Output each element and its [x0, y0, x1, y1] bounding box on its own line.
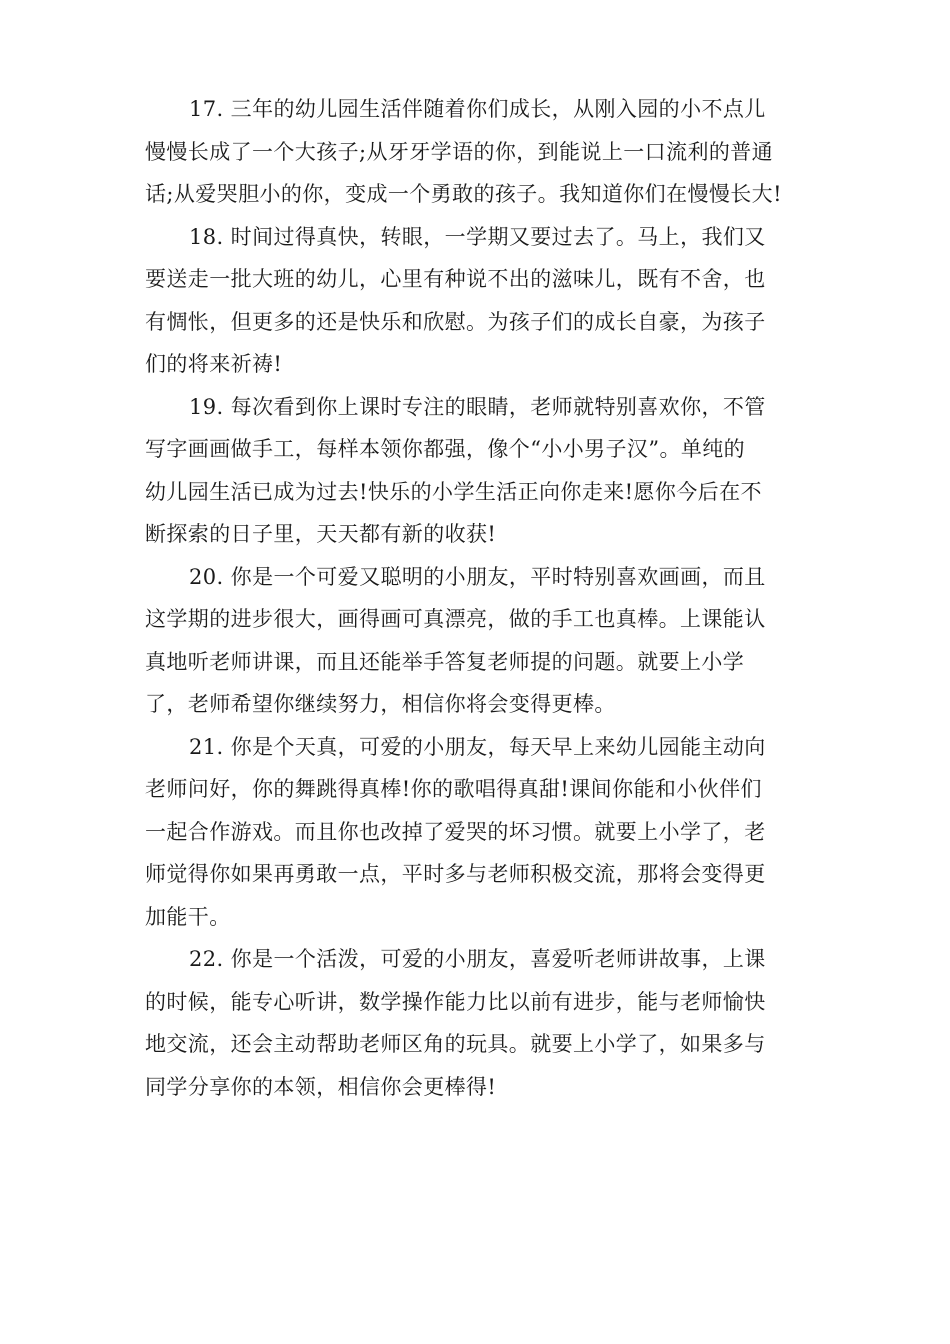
document-page	[145, 88, 825, 1108]
paragraph-line: 师觉得你如果再勇敢一点，平时多与老师积极交流，那将会变得更	[145, 862, 766, 886]
paragraph-line: 断探索的日子里，天天都有新的收获!	[145, 522, 497, 546]
paragraph-19	[145, 386, 825, 556]
paragraph-line: 22. 你是一个活泼，可爱的小朋友，喜爱听老师讲故事，上课	[189, 947, 766, 971]
paragraph-line: 同学分享你的本领，相信你会更棒得!	[145, 1074, 497, 1099]
paragraph-line: 写字画画做手工，每样本领你都强，像个“小小男子汉”。单纯的	[145, 437, 746, 461]
paragraph-21	[145, 726, 825, 939]
paragraph-line: 了，老师希望你继续努力，相信你将会变得更棒。	[145, 692, 616, 716]
paragraph-22	[145, 938, 825, 1108]
paragraph-line: 17. 三年的幼儿园生活伴随着你们成长，从刚入园的小不点儿	[189, 97, 766, 121]
paragraph-line: 这学期的进步很大，画得画可真漂亮，做的手工也真棒。上课能认	[145, 607, 766, 631]
paragraph-line: 老师问好，你的舞跳得真棒!你的歌唱得真甜!课间你能和小伙伴们	[145, 777, 762, 801]
paragraph-line: 21. 你是个天真，可爱的小朋友，每天早上来幼儿园能主动向	[189, 734, 766, 759]
paragraph-line: 慢慢长成了一个大孩子;从牙牙学语的你，到能说上一口流利的普通	[145, 139, 774, 164]
paragraph-line: 真地听老师讲课，而且还能举手答复老师提的问题。就要上小学	[145, 649, 745, 674]
paragraph-line: 幼儿园生活已成为过去!快乐的小学生活正向你走来!愿你今后在不	[145, 479, 762, 504]
paragraph-line: 18. 时间过得真快，转眼，一学期又要过去了。马上，我们又	[189, 224, 766, 249]
paragraph-line: 们的将来祈祷!	[145, 352, 283, 376]
paragraph-line: 19. 每次看到你上课时专注的眼睛，老师就特别喜欢你，不管	[189, 394, 766, 419]
paragraph-line: 20. 你是一个可爱又聪明的小朋友，平时特别喜欢画画，而且	[189, 564, 766, 589]
paragraph-line: 地交流，还会主动帮助老师区角的玩具。就要上小学了，如果多与	[145, 1032, 766, 1056]
paragraph-line: 的时候，能专心听讲，数学操作能力比以前有进步，能与老师愉快	[145, 989, 766, 1014]
paragraph-line: 要送走一批大班的幼儿，心里有种说不出的滋味儿，既有不舍，也	[145, 267, 766, 291]
paragraph-line: 一起合作游戏。而且你也改掉了爱哭的坏习惯。就要上小学了，老	[145, 819, 766, 844]
paragraph-line: 加能干。	[145, 904, 231, 929]
paragraph-line: 有惆怅，但更多的还是快乐和欣慰。为孩子们的成长自豪，为孩子	[145, 309, 766, 334]
paragraph-18	[145, 216, 825, 386]
paragraph-20	[145, 556, 825, 726]
paragraph-17	[145, 88, 825, 216]
paragraph-line: 话;从爱哭胆小的你，变成一个勇敢的孩子。我知道你们在慢慢长大!	[145, 182, 782, 206]
